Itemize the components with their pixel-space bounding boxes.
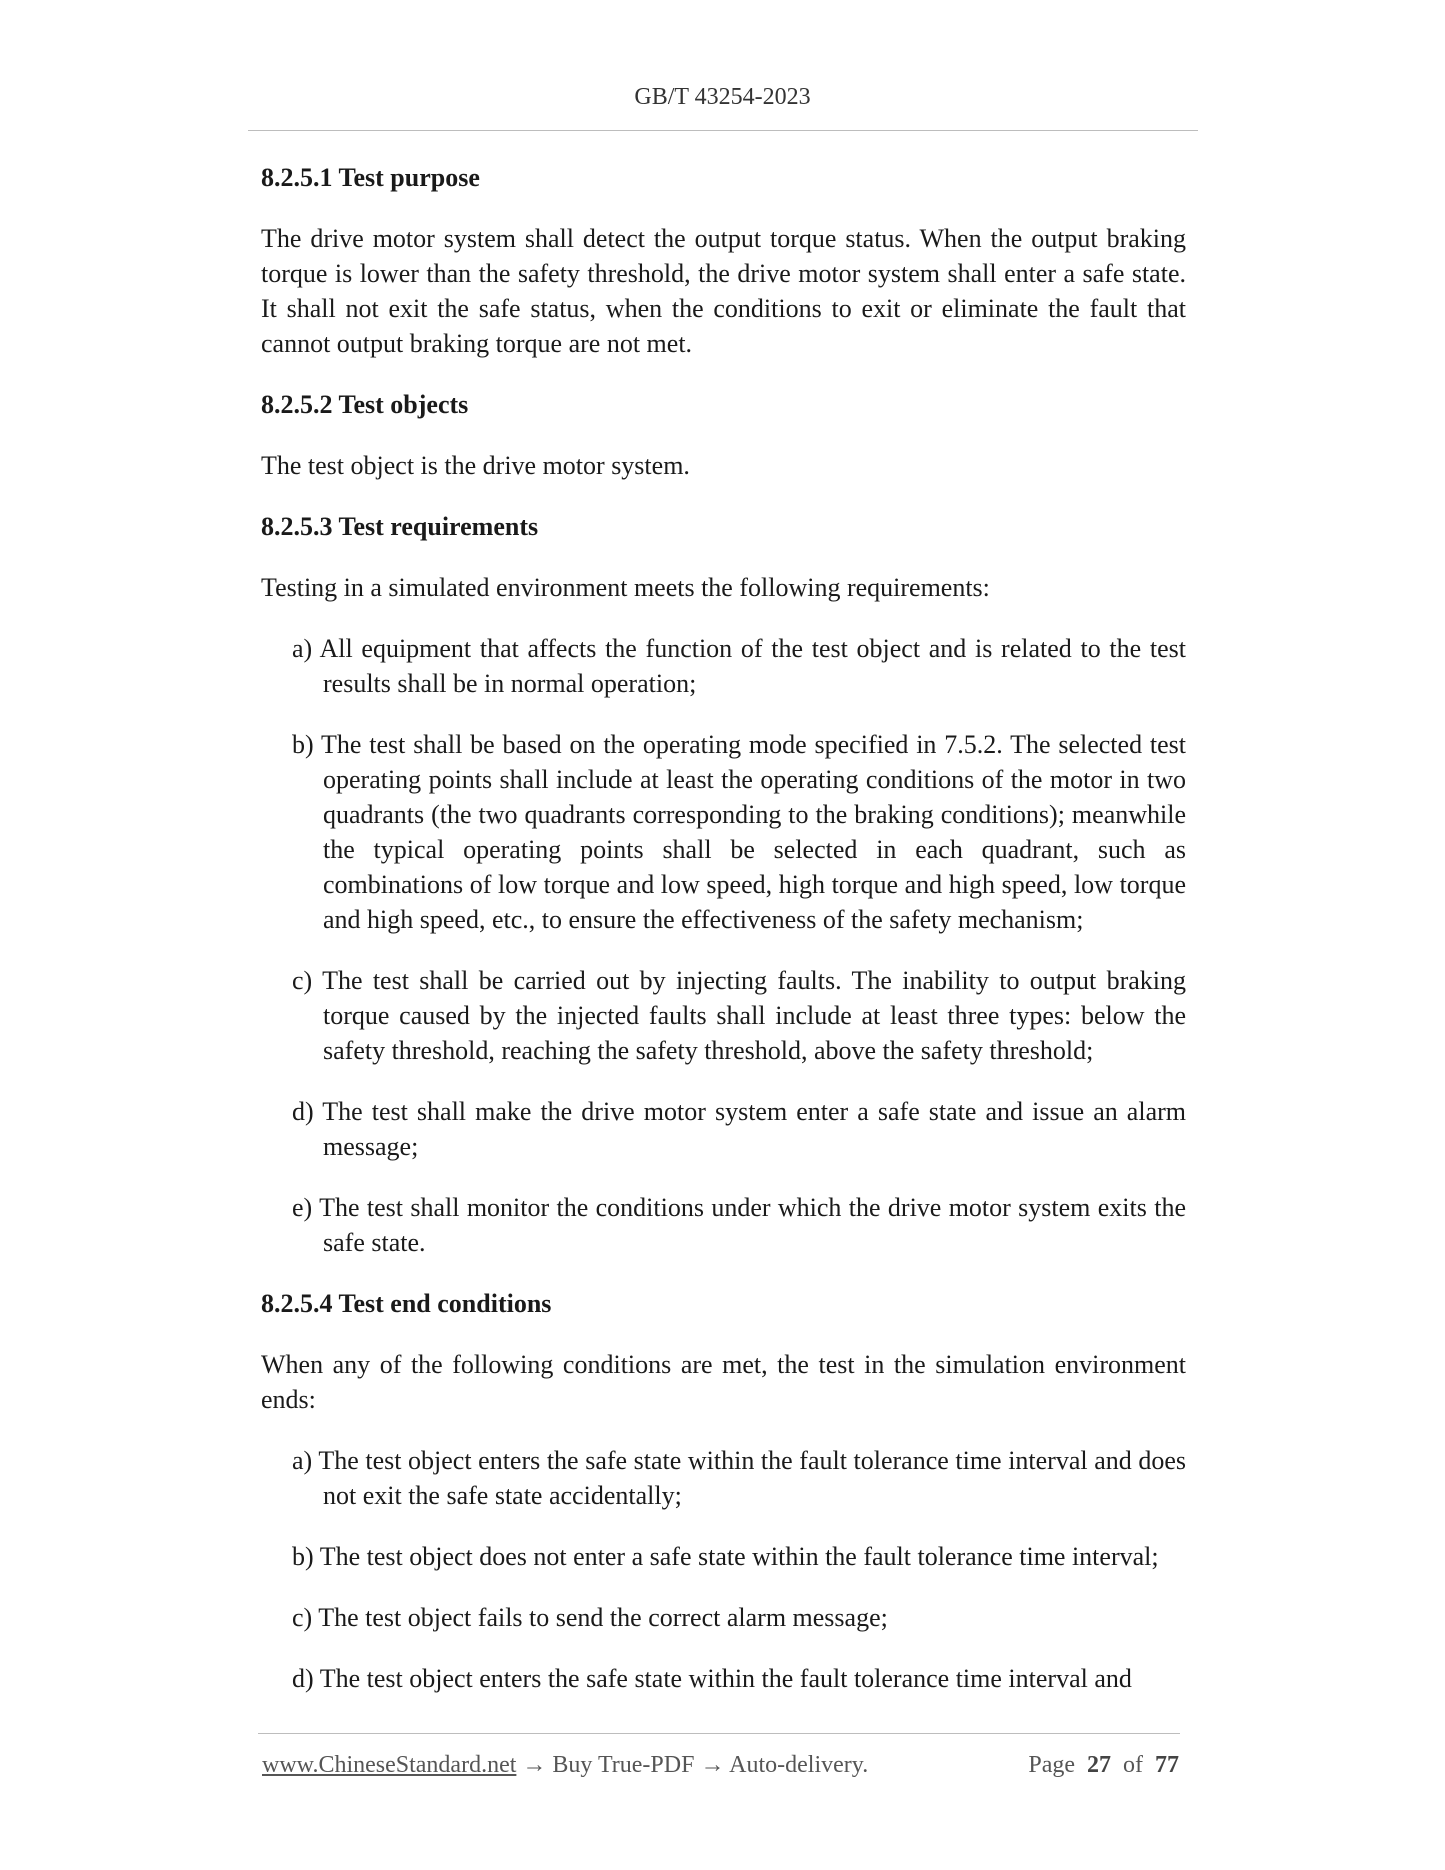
list-item: c) The test object fails to send the correct alarm message; [292,1603,888,1632]
footer-promo [262,1752,868,1779]
arrow-right-icon: → [522,1752,547,1778]
buy-true-pdf-text: Buy True-PDF [552,1752,695,1778]
page-header: GB/T 43254-2023 [634,84,811,110]
section-heading-test-end-conditions: 8.2.5.4 Test end conditions [261,1289,552,1318]
list-item: d) The test object enters the safe state within the fault tolerance time interval and [292,1664,1132,1693]
list-item: b) The test object does not enter a safe state within the fault tolerance time interval; [292,1542,1159,1571]
list-item: a) All equipment that affects the function of the test object and is related to the test results shall be in normal operation; [292,634,1186,698]
paragraph-test-requirements: Testing in a simulated environment meets the following requirements: [261,573,990,602]
document-body [261,160,1186,1722]
header-divider [248,130,1198,131]
list-item: a) The test object enters the safe state within the fault tolerance time interval and does not exit the safe state accidentally; [292,1446,1186,1510]
paragraph-test-end-conditions: When any of the following conditions are met, the test in the simulation environment ends: [261,1350,1186,1414]
list-item: e) The test shall monitor the conditions under which the drive motor system exits the safe state. [292,1193,1186,1257]
section-heading-test-purpose: 8.2.5.1 Test purpose [261,163,480,192]
arrow-right-icon: → [700,1752,725,1778]
section-heading-test-requirements: 8.2.5.3 Test requirements [261,512,539,541]
chinesestandard-link[interactable]: www.ChineseStandard.net [262,1752,517,1778]
section-heading-test-objects: 8.2.5.2 Test objects [261,390,469,419]
auto-delivery-text: Auto-delivery. [729,1752,869,1778]
list-item: c) The test shall be carried out by injecting faults. The inability to output braking torque caused by the injected faults shall include at least three types: below the safety threshold, reaching the safety threshold, above the safety threshold; [292,966,1186,1065]
page-indicator [1028,1752,1179,1779]
of-label: of [1123,1752,1143,1778]
list-item: d) The test shall make the drive motor system enter a safe state and issue an alarm message; [292,1097,1186,1161]
paragraph-test-purpose: The drive motor system shall detect the output torque status. When the output braking torque is lower than the safety threshold, the drive motor system shall enter a safe state. It shall not exit the safe status, when the conditions to exit or eliminate the fault that cannot output braking torque are not met. [261,224,1186,358]
total-pages: 77 [1155,1752,1179,1778]
footer-divider [258,1733,1180,1734]
paragraph-test-objects: The test object is the drive motor system. [261,451,690,480]
list-item: b) The test shall be based on the operating mode specified in 7.5.2. The selected test operating points shall include at least the operating conditions of the motor in two quadrants (the two quadrants corresponding to the braking conditions); meanwhile the typical operating points shall be selected in each quadrant, such as combinations of low torque and low speed, high torque and high speed, low torque and high speed, etc., to ensure the effectiveness of the safety mechanism; [292,730,1186,934]
page-number: 27 [1087,1752,1111,1778]
page-label: Page [1028,1752,1075,1778]
